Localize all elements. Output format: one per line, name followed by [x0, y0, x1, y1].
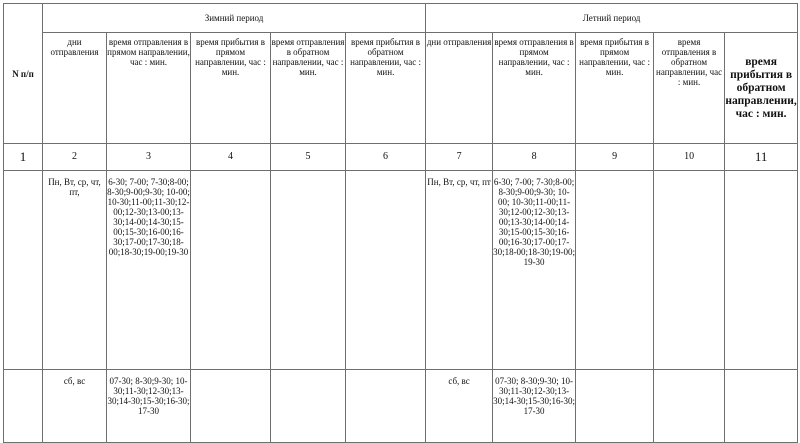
- winter-days-cell: Пн, Вт, ср, чт, пт,: [43, 171, 107, 370]
- subheader-row: [4, 33, 798, 144]
- table-row-weekend: [4, 370, 798, 443]
- row-number-cell: [4, 171, 43, 370]
- column-number: 7: [426, 144, 493, 171]
- winter-arrival-return-cell: [346, 171, 426, 370]
- schedule-table: [3, 3, 798, 443]
- winter-days-cell: сб, вс: [43, 370, 107, 443]
- number-column-header: N п/п: [4, 4, 43, 144]
- winter-arrival-forward-header: время прибытия в прямом направлении, час : мин.: [191, 33, 271, 144]
- table-row-weekdays: [4, 171, 798, 370]
- summer-days-cell: сб, вс: [426, 370, 493, 443]
- winter-departure-forward-cell: 07-30; 8-30;9-30; 10-30;11-30;12-30;13-30;14-30;15-30;16-30; 17-30: [107, 370, 191, 443]
- column-number: 11: [725, 144, 798, 171]
- winter-period-header: Зимний период: [43, 4, 426, 33]
- winter-departure-return-cell: [271, 370, 346, 443]
- summer-departure-return-header: время отправления в обратном направлении, час : мин.: [654, 33, 725, 144]
- column-number: 2: [43, 144, 107, 171]
- summer-days-cell: Пн, Вт, ср, чт, пт: [426, 171, 493, 370]
- column-number: 9: [576, 144, 654, 171]
- winter-arrival-return-cell: [346, 370, 426, 443]
- summer-departure-return-cell: [654, 370, 725, 443]
- winter-arrival-forward-cell: [191, 370, 271, 443]
- winter-departure-return-header: время отправления в обратном направлении, час : мин.: [271, 33, 346, 144]
- summer-arrival-forward-cell: [576, 171, 654, 370]
- summer-arrival-forward-header: время прибытия в прямом направлении, час : мин.: [576, 33, 654, 144]
- summer-departure-forward-header: время отправления в прямом направлении, час : мин.: [493, 33, 576, 144]
- winter-days-header: дни отправления: [43, 33, 107, 144]
- column-number: 6: [346, 144, 426, 171]
- summer-arrival-return-header: время прибытия в обратном направлении, час : мин.: [725, 33, 798, 144]
- winter-departure-return-cell: [271, 171, 346, 370]
- column-number: 10: [654, 144, 725, 171]
- winter-departure-forward-cell: 6-30; 7-00; 7-30;8-00; 8-30;9-00;9-30; 10-00; 10-30;11-00;11-30;12-00;12-30;13-00;13-30;14-00;14-30;15-00;15-30;16-00;16-30;17-00;17-30;18-00;18-30;19-00;19-30: [107, 171, 191, 370]
- summer-days-header: дни отправления: [426, 33, 493, 144]
- period-header-row: [4, 4, 798, 33]
- summer-arrival-return-cell: [725, 171, 798, 370]
- winter-arrival-return-header: время прибытия в обратном направлении, час : мин.: [346, 33, 426, 144]
- summer-departure-return-cell: [654, 171, 725, 370]
- column-number: 4: [191, 144, 271, 171]
- summer-departure-forward-cell: 6-30; 7-00; 7-30;8-00; 8-30;9-00;9-30; 10-00; 10-30;11-00;11-30;12-00;12-30;13-00;13-30;14-00;14-30;15-00;15-30;16-00;16-30;17-00;17-30;18-00;18-30;19-00; 19-30: [493, 171, 576, 370]
- row-number-cell: [4, 370, 43, 443]
- column-number: 1: [4, 144, 43, 171]
- winter-arrival-forward-cell: [191, 171, 271, 370]
- column-number: 5: [271, 144, 346, 171]
- summer-arrival-return-cell: [725, 370, 798, 443]
- summer-arrival-forward-cell: [576, 370, 654, 443]
- winter-departure-forward-header: время отправления в прямом направлении, час : мин.: [107, 33, 191, 144]
- column-number: 8: [493, 144, 576, 171]
- summer-period-header: Летний период: [426, 4, 798, 33]
- column-number-row: [4, 144, 798, 171]
- column-number: 3: [107, 144, 191, 171]
- summer-departure-forward-cell: 07-30; 8-30;9-30; 10-30;11-30;12-30;13-30;14-30;15-30;16-30; 17-30: [493, 370, 576, 443]
